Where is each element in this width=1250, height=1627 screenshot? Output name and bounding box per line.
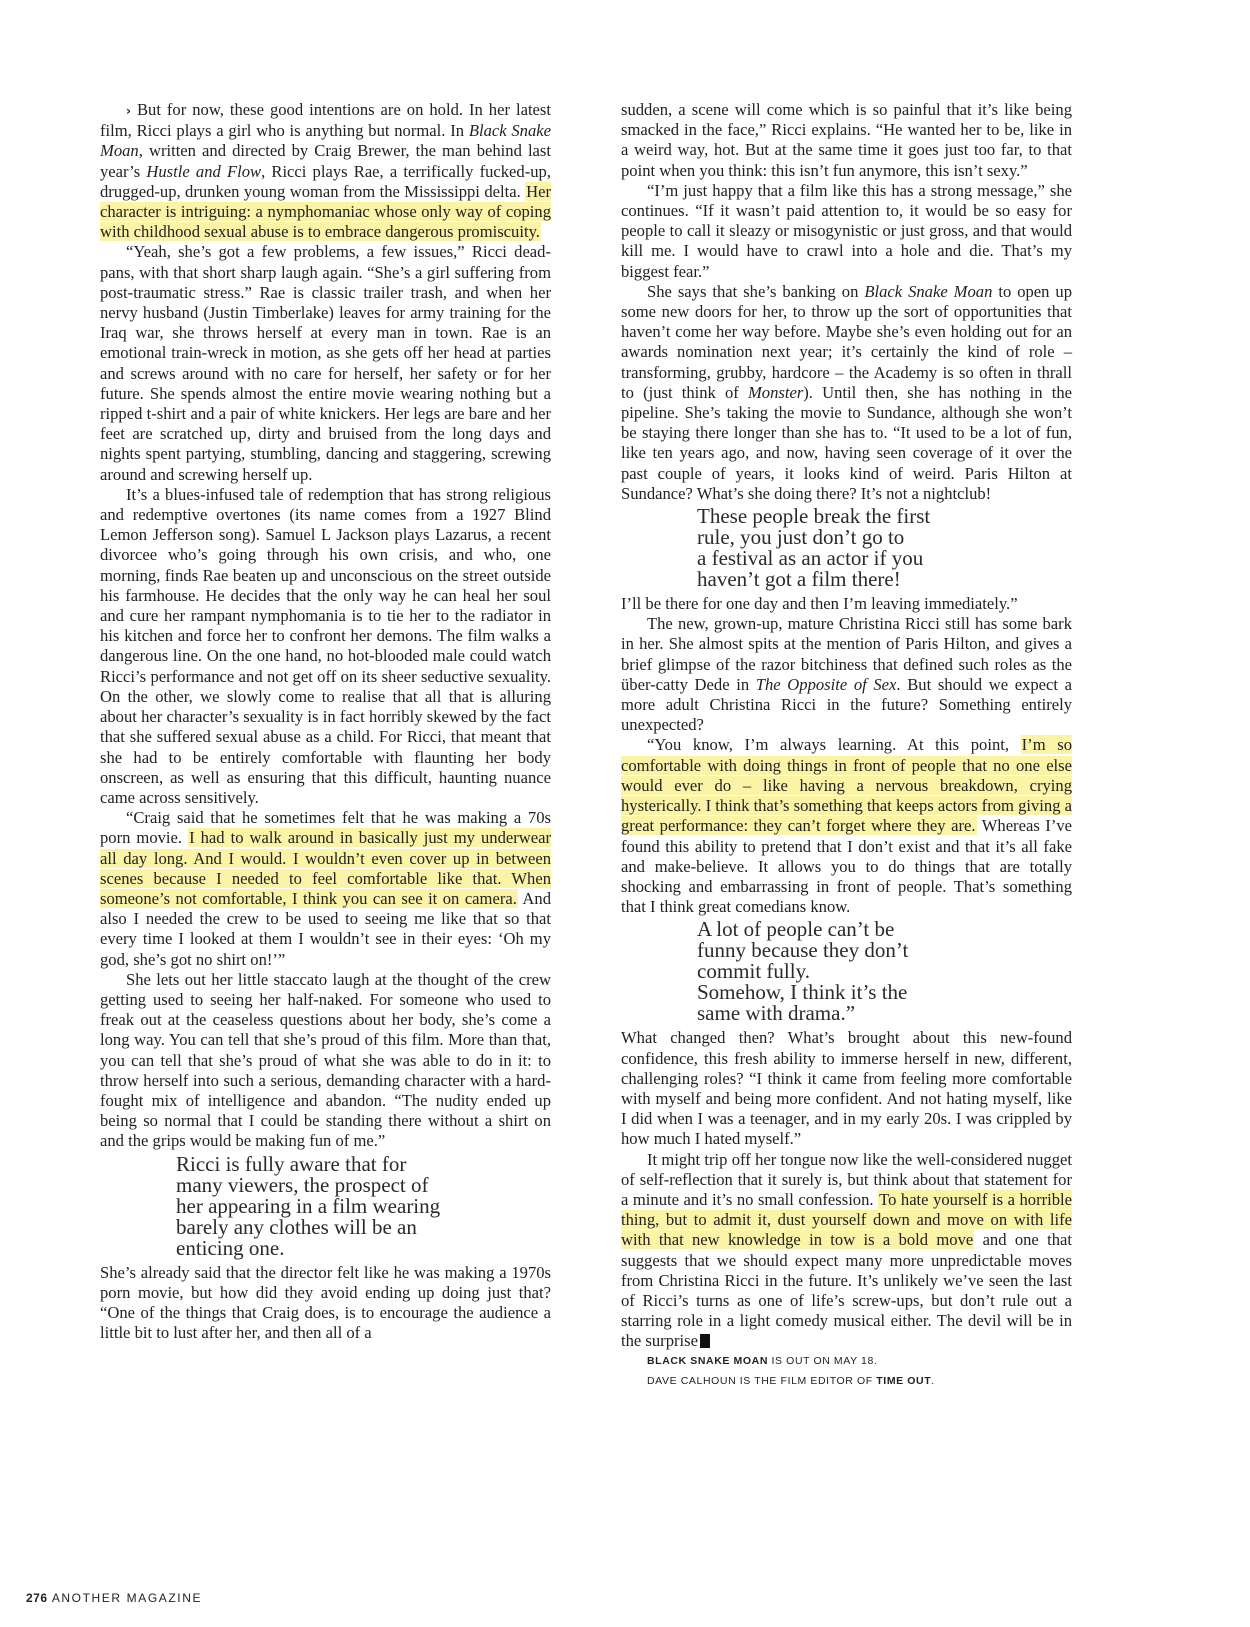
text: IS OUT ON MAY 18. <box>768 1354 878 1367</box>
pull-quote-line: funny because they don’t <box>697 938 909 963</box>
end-mark-icon <box>700 1334 710 1348</box>
arrow-icon: › <box>126 104 131 118</box>
credit-title: BLACK SNAKE MOAN <box>647 1354 769 1367</box>
text: . But should we expect a more adult Christina Ricci in the future? Something entirely unexpected? <box>621 674 1072 735</box>
text: She says that she’s banking on <box>647 281 865 301</box>
text: But for now, these good intentions are on hold. In her latest film, Ricci plays a girl who is anything but normal. In <box>100 100 551 141</box>
text: ). Until then, she has nothing in the pipeline. She’s taking the movie to Sundance, although she won’t be staying there longer than she has to. “It used to be a lot of fun, like ten years ago, and now, having seen coverage of it over the past couple of years, it looks kind of weird. Paris Hilton at Sundance? What’s she doing there? It’s not a nightclub! <box>621 382 1072 503</box>
text: “You know, I’m always learning. At this point, <box>647 735 1021 755</box>
paragraph: It’s a blues-infused tale of redemption that has strong religious and redemptive overtones (its name comes from a 1927 Blind Lemon Jefferson song). Samuel L Jackson plays Lazarus, a recent divorcee who’s going through his own crisis, and who, one morning, finds Rae beaten up and unconscious on the street outside his farmhouse. He decides that the only way he can heal her soul and cure her rampant nymphomania is to tie her to the radiator in his kitchen and force her to confront her demons. The film walks a dangerous line. On the one hand, no hot-blooded male could watch Ricci’s performance and not get off on its sheer seductive sexuality. On the other, we slowly come to realise that all that is alluring about her character’s sexuality is in fact horribly skewed by the fact that she suffered sexual abuse as a child. For Ricci, that meant that she had to be entirely comfortable with flaunting her body onscreen, as well as ensuring that this difficult, haunting nuance came across sensitively. <box>100 484 551 807</box>
pull-quote-line: haven’t got a film there! <box>697 567 901 592</box>
text: DAVE CALHOUN IS THE FILM EDITOR OF <box>647 1374 877 1387</box>
text: Whereas I’ve found this ability to pretend that I don’t exist and that it’s all fake and make-believe. It allows you to do things that are totally shocking and embarrassing in front of people. That’s something that I think great comedians know. <box>621 816 1073 917</box>
text: and one that suggests that we should expect many more unpredictable moves from Christina Ricci in the future. It’s unlikely we’ve seen the last of Ricci’s turns as one of life’s screw-ups, but don’t rule out a starring role in a light comedy musical either. The devil will be in the surprise <box>621 1230 1072 1351</box>
text: It might trip off her tongue now like the well-considered nugget of self-reflection that it surely is, but think about that statement for a minute and it’s no small confession. <box>621 1149 1072 1209</box>
pull-quote-line: barely any clothes will be an <box>176 1214 417 1239</box>
pull-quote <box>621 506 1072 590</box>
paragraph <box>621 614 1072 735</box>
text: to open up some new doors for her, to throw up the sort of opportunities that haven’t come her way before. Maybe she’s even holding out for an awards nomination next year; it’s certainly the kind of role – transforming, grubby, hardcore – the Academy is so often in thrall to (just think of <box>621 281 1073 402</box>
pull-quote-line: same with drama.” <box>697 1001 856 1026</box>
text: The new, grown-up, mature Christina Ricci still has some bark in her. She almost spits at the mention of Paris Hilton, and gives a brief glimpse of the razor bitchiness that defined such roles as the über-catty Dede in <box>621 614 1072 694</box>
paragraph: “I’m just happy that a film like this has a strong message,” she continues. “If it wasn’t paid attention to, it would be so easy for people to call it sleazy or misogynistic or just gross, and that would kill me. I would have to crawl into a hole and die. That’s my biggest fear.” <box>621 180 1072 281</box>
highlight: I’m so comfortable with doing things in front of people that no one else would ever do – like having a nervous breakdown, crying hysterically. I think that’s something that keeps actors from giving a great performance: they can’t forget where they are. <box>621 735 1073 836</box>
pull-quote-line: A lot of people can’t be <box>697 917 895 942</box>
pull-quote <box>621 919 1072 1024</box>
paragraph: sudden, a scene will come which is so painful that it’s like being smacked in the face,” Ricci explains. “He wanted her to be, like in a weird way, hot. But at the same time it goes just too far, to that point when you think: this isn’t fun anymore, this isn’t sexy.” <box>621 100 1072 180</box>
paragraph <box>100 808 551 970</box>
magazine-name: ANOTHER MAGAZINE <box>51 1591 203 1605</box>
paragraph: “Yeah, she’s got a few problems, a few issues,” Ricci dead-pans, with that short sharp laugh again. “She’s a girl suffering from post-traumatic stress.” Rae is classic trailer trash, and when her nervy husband (Justin Timberlake) leaves for army training for the Iraq war, she throws herself at every man in town. Rae is an emotional train-wreck in motion, as she gets off her head at parties and screws around with no care for herself, her safety or for her future. She spends almost the entire movie wearing nothing but a ripped t-shirt and a pair of white knickers. Her legs are bare and her feet are scratched up, dirty and bruised from the long days and nights spent partying, stumbling, dancing and staggering, screwing around and screwing herself up. <box>100 242 551 484</box>
pull-quote-line: her appearing in a film wearing <box>176 1193 441 1218</box>
paragraph <box>621 735 1072 917</box>
page-number: 276 <box>26 1591 48 1605</box>
film-title: Black Snake Moan <box>100 121 552 161</box>
pull-quote-line: Somehow, I think it’s the <box>697 980 908 1005</box>
right-column <box>621 100 1072 1390</box>
pull-quote-line: rule, you just don’t go to <box>697 525 905 550</box>
page-footer <box>26 1591 202 1605</box>
paragraph: She lets out her little staccato laugh at the thought of the crew getting used to seeing her half-naked. For someone who used to freak out at the ceaseless questions about her body, she’s come a long way. You can tell that she’s proud of this film. More than that, you can tell that she’s proud of what she was able to do in it: to throw herself into such a serious, demanding character with a hard-fought mix of intelligence and abandon. “The nudity ended up being so normal that I could be standing there without a shirt on and the grips would be making fun of me.” <box>100 969 551 1151</box>
film-title: Black Snake Moan <box>864 281 993 301</box>
pull-quote-line: commit fully. <box>697 959 810 984</box>
highlight: I had to walk around in basically just my underwear all day long. And I would. I wouldn’t even cover up in between scenes because I needed to feel comfortable like that. When someone’s not comfortable, I think you can see it on camera. <box>100 828 551 908</box>
pull-quote-line: many viewers, the prospect of <box>176 1172 429 1197</box>
film-title: Hustle and Flow <box>146 161 262 181</box>
pull-quote-line: enticing one. <box>176 1235 285 1260</box>
paragraph: What changed then? What’s brought about this new-found confidence, this fresh ability to immerse herself in new, different, challenging roles? “I think it came from feeling more comfortable with myself and being more confident. And not hating myself, like I did when I was a teenager, and in my early 20s. I was crippled by how much I hated myself.” <box>621 1028 1072 1149</box>
text: , written and directed by Craig Brewer, the man behind last year’s <box>100 141 551 181</box>
highlight: Her character is intriguing: a nymphomaniac whose only way of coping with childhood sexual abuse is to embrace dangerous promiscuity. <box>100 181 551 242</box>
credit-line <box>621 1372 1072 1390</box>
text: . <box>931 1374 935 1387</box>
credit-line <box>621 1352 1072 1370</box>
left-column <box>100 100 551 1343</box>
text: “Craig said that he sometimes felt that he was making a 70s porn movie. <box>100 808 551 848</box>
film-title: The Opposite of Sex <box>755 674 897 694</box>
highlight: To hate yourself is a horrible thing, but to admit it, dust yourself down and move on with life with that new knowledge in tow is a bold move <box>621 1189 1072 1250</box>
paragraph: She’s already said that the director felt like he was making a 1970s porn movie, but how did they avoid ending up doing just that? “One of the things that Craig does, is to encourage the audience a little bit to lust after her, and then all of a <box>100 1262 551 1343</box>
text: And also I needed the crew to be used to seeing me like that so that every time I looked at them I wouldn’t see in their eyes: ‘Oh my god, she’s got no shirt on!’” <box>100 888 552 969</box>
film-title: Monster <box>747 382 804 402</box>
publication-name: TIME OUT <box>876 1374 932 1387</box>
pull-quote-line: a festival as an actor if you <box>697 546 924 571</box>
pull-quote-line: Ricci is fully aware that for <box>176 1151 407 1176</box>
pull-quote-line: These people break the first <box>697 504 931 529</box>
paragraph <box>100 100 551 242</box>
paragraph: I’ll be there for one day and then I’m leaving immediately.” <box>621 594 1018 614</box>
pull-quote <box>100 1151 551 1260</box>
text: , Ricci plays Rae, a terrifically fucked-up, drugged-up, drunken young woman from the Mississippi delta. <box>100 161 551 201</box>
paragraph <box>621 1150 1072 1352</box>
paragraph <box>621 282 1072 504</box>
